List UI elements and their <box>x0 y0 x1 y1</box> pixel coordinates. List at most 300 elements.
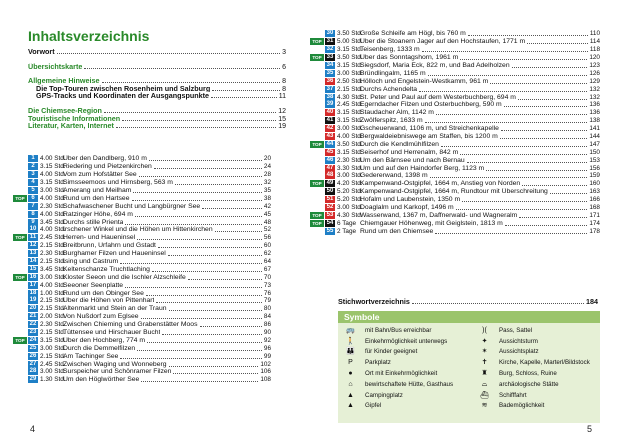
tour-duration: 2.15 Std. <box>40 352 66 360</box>
dot-leader <box>422 47 588 52</box>
tour-number-badge: 54 <box>326 219 334 226</box>
tour-duration: 2.45 Std. <box>337 101 363 109</box>
top-badge <box>310 125 324 132</box>
tour-name: Kampenwand-Ostgipfel, 1664 m, Rundtour mit Überschreitung <box>360 188 548 196</box>
tour-row[interactable] <box>13 194 271 202</box>
tour-row[interactable] <box>310 109 600 117</box>
tour-name: Bründlingalm, 1165 m <box>360 69 426 77</box>
tour-row[interactable] <box>310 156 600 164</box>
tour-duration: 5.20 Std. <box>337 188 363 196</box>
top-badge: TOP <box>310 180 324 187</box>
tour-row[interactable] <box>310 30 600 38</box>
tour-name: Teisenberg, 1333 m <box>360 46 420 54</box>
tour-row[interactable] <box>13 305 271 313</box>
dot-leader <box>468 31 588 36</box>
tour-name: Zwischen Waging und Wonneberg <box>63 360 167 368</box>
tour-row[interactable] <box>13 250 271 258</box>
tour-page: 114 <box>589 38 600 46</box>
tour-duration: 2.30 Std. <box>337 156 363 164</box>
symbol-column-right <box>478 325 590 411</box>
dot-leader <box>137 346 262 351</box>
tour-name: Amerang und Meilham <box>63 187 132 194</box>
tour-row[interactable] <box>13 265 271 273</box>
tour-row[interactable] <box>310 164 600 172</box>
dot-leader <box>104 107 276 113</box>
pass-icon: )( <box>482 326 487 334</box>
tour-row[interactable] <box>310 85 600 93</box>
dot-leader <box>135 212 262 217</box>
tour-duration: 2.30 Std. <box>40 250 66 258</box>
dot-leader <box>152 267 262 272</box>
tour-page: 64 <box>263 258 271 266</box>
dot-leader <box>512 63 588 68</box>
tour-page: 144 <box>589 133 600 141</box>
tour-duration: 3.00 Std. <box>40 344 66 352</box>
tour-page: 174 <box>589 219 600 227</box>
tour-duration: 4.00 Std. <box>337 133 363 141</box>
dot-leader <box>467 158 588 163</box>
symbol-label: Bademöglichkeit <box>499 402 545 410</box>
tour-page: 110 <box>589 30 600 38</box>
dot-leader <box>175 180 262 185</box>
symbol-row <box>478 379 590 390</box>
tour-number-badge: 21 <box>29 313 37 320</box>
tour-duration: 2.30 Std. <box>40 321 66 329</box>
toc-entry[interactable] <box>28 107 286 115</box>
dot-leader <box>120 354 261 359</box>
tour-duration: 2.30 Std. <box>40 202 66 210</box>
tour-page: 156 <box>589 164 600 172</box>
tour-number-badge: 37 <box>326 85 334 92</box>
dot-leader <box>188 275 262 280</box>
tour-name: Über das Sonntagshorn, 1961 m <box>360 54 459 62</box>
tour-row[interactable] <box>13 179 271 187</box>
tour-duration: 3.15 Std. <box>337 62 363 69</box>
tour-name: Hölloch und Engelstein-Westkamm, 961 m <box>360 77 489 85</box>
tour-number-badge: 31 <box>326 38 334 45</box>
dot-leader <box>504 102 588 107</box>
tour-number-badge: 4 <box>28 179 38 186</box>
tour-page: 42 <box>263 202 271 210</box>
tour-number-badge: 1 <box>28 155 38 162</box>
top-badge <box>13 242 27 249</box>
tour-row[interactable] <box>13 171 271 179</box>
viewpoint-point-icon: ✶ <box>481 348 488 356</box>
tour-name: Kloster Seeon und die Ischler Alzschleife <box>63 273 186 281</box>
tour-row[interactable] <box>310 46 600 54</box>
tour-row[interactable] <box>13 368 271 376</box>
tour-row[interactable] <box>310 125 600 133</box>
symbol-label: für Kinder geeignet <box>365 348 418 356</box>
tour-page: 163 <box>589 188 600 196</box>
toc-entry[interactable] <box>28 77 286 85</box>
top-badge <box>13 313 27 320</box>
dot-leader <box>120 259 262 264</box>
tour-name: Vom zum Hofstätter See <box>63 171 137 179</box>
tour-row[interactable] <box>13 218 271 226</box>
tour-name: Ratzinger Höhe, 694 m <box>63 210 133 218</box>
tour-duration: 2.00 Std. <box>40 313 66 321</box>
toc-entry[interactable] <box>28 122 286 130</box>
symbol-row <box>344 347 453 358</box>
tour-page: 62 <box>263 250 271 258</box>
top-badge <box>310 149 324 156</box>
tour-row[interactable] <box>13 352 271 360</box>
top-badge <box>13 266 27 273</box>
tour-row[interactable] <box>310 77 600 85</box>
toc-entry[interactable] <box>28 92 286 100</box>
archaeology-icon: ⌓ <box>481 380 488 388</box>
tour-duration: 4.20 Std. <box>337 180 363 188</box>
toc-label: Die Chiemsee-Region <box>28 106 102 115</box>
tour-name: Über den Hochberg, 774 m <box>63 336 145 344</box>
tour-row[interactable] <box>13 336 271 344</box>
tour-name: Um und auf den Haindorfer Berg, 1123 m <box>360 164 485 172</box>
symbol-label: Einkehrmöglichkeit unterwegs <box>365 337 448 345</box>
tour-number-badge: 27 <box>29 360 37 367</box>
symbol-label: Aussichtsturm <box>499 337 538 345</box>
symbol-row <box>344 401 453 412</box>
tour-page: 136 <box>589 109 600 117</box>
symbol-label: Parkplatz <box>365 359 391 367</box>
tour-page: 99 <box>263 352 271 360</box>
tour-duration: 3.50 Std. <box>337 140 363 148</box>
tour-row[interactable] <box>310 38 600 46</box>
tour-row[interactable] <box>13 234 271 242</box>
tour-row[interactable] <box>310 227 600 235</box>
tour-duration: 2.15 Std. <box>40 305 66 313</box>
top-badge: TOP <box>310 141 324 148</box>
tour-name: Ising und Castrum <box>63 258 119 266</box>
tour-name: Zwölferspitz, 1633 m <box>360 117 423 125</box>
tour-duration: 4.00 Std. <box>40 210 66 218</box>
dot-leader <box>116 122 276 128</box>
dot-leader <box>125 283 262 288</box>
tour-name: Um den Bärnsee und nach Bernau <box>360 156 465 164</box>
tour-duration: 5.00 Std. <box>337 38 363 46</box>
tour-row[interactable] <box>310 219 600 227</box>
tour-number-badge: 23 <box>29 329 37 336</box>
tour-number-badge: 55 <box>326 227 334 234</box>
dot-leader <box>57 48 280 54</box>
toc-entry[interactable] <box>28 48 286 56</box>
tour-row[interactable] <box>13 297 271 305</box>
tour-name: Gscheuerwand, 1106 m, und Streichenkapelle <box>360 125 499 133</box>
toc-entry[interactable] <box>28 115 286 123</box>
tour-name: Von Nußdorf zum Eglsee <box>63 313 139 321</box>
symbol-row <box>344 368 453 379</box>
top-badge <box>13 368 27 375</box>
tour-duration: 3.45 Std. <box>40 218 66 226</box>
tour-number-badge: 18 <box>29 289 37 296</box>
dot-leader <box>486 166 587 171</box>
dot-leader <box>158 243 262 248</box>
tour-name: Herren- und Haueninsel <box>63 234 136 242</box>
tour-number-badge: 49 <box>326 180 334 187</box>
tour-row[interactable] <box>13 210 271 218</box>
dot-leader <box>139 172 262 177</box>
toc-page: 11 <box>278 93 286 101</box>
tour-row[interactable] <box>310 140 600 148</box>
tour-name: Hofalm und Laubenstein, 1350 m <box>360 196 461 204</box>
symbol-row <box>344 325 453 336</box>
tour-row[interactable] <box>13 187 271 195</box>
tour-duration: 1.00 Std. <box>40 289 66 297</box>
tour-row[interactable] <box>13 281 271 289</box>
top-badge <box>13 226 27 233</box>
top-badge: TOP <box>13 195 27 202</box>
tour-number-badge: 45 <box>326 148 334 155</box>
top-badge <box>13 250 27 257</box>
dot-leader <box>200 322 262 327</box>
toc-page: 6 <box>282 63 286 71</box>
tour-duration: 3.50 Std. <box>337 30 363 38</box>
dot-leader <box>419 87 587 92</box>
dot-leader <box>436 110 587 115</box>
tour-page: 166 <box>589 196 600 204</box>
tour-number-badge: 22 <box>29 321 37 328</box>
top-badge <box>310 228 324 235</box>
tour-row[interactable] <box>310 196 600 204</box>
top-badge <box>13 203 27 210</box>
top-badge <box>310 117 324 124</box>
tour-number-badge: 20 <box>29 305 37 312</box>
tour-row[interactable] <box>310 93 600 101</box>
symbol-legend-heading: Symbole <box>338 311 600 323</box>
top-badge <box>13 219 27 226</box>
right-page <box>310 0 620 442</box>
toc-entry[interactable] <box>28 85 286 93</box>
tour-number-badge: 26 <box>29 352 37 359</box>
tour-duration: 6 Tage <box>337 219 357 227</box>
dot-leader <box>522 181 587 186</box>
tour-row[interactable] <box>310 172 600 180</box>
toc-label: Literatur, Karten, Internet <box>28 122 114 130</box>
tour-page: 102 <box>260 360 271 368</box>
tour-name: Schafwaschener Bucht und Langbürgner See <box>63 202 201 210</box>
tour-name: Rund um den Obinger See <box>63 289 144 297</box>
top-badge <box>310 70 324 77</box>
toc-page: 19 <box>278 123 286 131</box>
tour-number-badge: 50 <box>326 188 334 195</box>
tour-row[interactable] <box>13 226 271 234</box>
top-badge <box>310 172 324 179</box>
top-badge <box>13 321 27 328</box>
tour-name: Am Tachinger See <box>63 352 119 360</box>
index-entry[interactable] <box>338 297 598 306</box>
dot-leader <box>490 79 587 84</box>
tour-name: Wasserwand, 1367 m, Daffnerwald- und Wagneralm <box>360 211 518 219</box>
tour-name: Riedering und Pietzenkirchen <box>63 163 152 171</box>
tour-row[interactable] <box>13 289 271 297</box>
tour-duration: 3.00 Std. <box>40 368 66 376</box>
castle-icon: ♜ <box>481 370 488 378</box>
toc-label: Touristische Informationen <box>28 114 121 123</box>
symbol-label: Schifffahrt <box>499 391 527 399</box>
tour-duration: 4.30 Std. <box>337 211 363 219</box>
symbol-label: Campingplatz <box>365 391 403 399</box>
top-badge: TOP <box>13 274 27 281</box>
tour-name: Chiemgauer Höhenweg, mit Geiglstein, 1813 m <box>360 219 503 227</box>
tour-name: Rund um den Chiemsee <box>360 227 434 235</box>
tour-number-badge: 42 <box>326 125 334 132</box>
top-badge <box>13 258 27 265</box>
top-badge <box>13 345 27 352</box>
tour-duration: 3.15 Std. <box>337 46 363 54</box>
top-badge <box>310 62 324 69</box>
tour-name: Seeoner Seenplatte <box>63 281 124 289</box>
tour-page: 108 <box>260 376 271 384</box>
tour-name: Durchs stille Prienta <box>63 218 124 226</box>
symbol-label: Ort mit Einkehrmöglichkeit <box>365 370 438 378</box>
dot-leader <box>527 39 588 44</box>
tour-number-badge: 29 <box>29 376 37 383</box>
dot-leader <box>137 235 262 240</box>
tour-duration: 2.45 Std. <box>40 360 66 368</box>
symbol-label: Pass, Sattel <box>499 326 533 334</box>
tour-row[interactable] <box>13 202 271 210</box>
tour-duration: 4.00 Std. <box>40 194 66 202</box>
tour-duration: 3.45 Std. <box>40 265 66 273</box>
tour-name: Irschener Winkel und die Höhen um Hittenkirchen <box>63 226 213 234</box>
tour-row[interactable] <box>13 155 271 163</box>
top-badge <box>13 329 27 336</box>
tour-list-right <box>310 30 600 235</box>
tour-number-badge: 6 <box>28 195 38 202</box>
tour-name: Rund um den Hartsee <box>63 194 130 202</box>
tour-page: 138 <box>589 117 600 125</box>
symbol-column-left <box>344 325 453 411</box>
top-badge <box>310 165 324 172</box>
tour-number-badge: 48 <box>326 172 334 179</box>
dot-leader <box>425 118 588 123</box>
dot-leader <box>435 229 587 234</box>
dot-leader <box>428 71 588 76</box>
tour-page: 178 <box>589 227 600 235</box>
top-badge <box>13 376 27 383</box>
top-badge <box>310 78 324 85</box>
tour-duration: 3.15 Std. <box>40 163 66 171</box>
tour-row[interactable] <box>310 211 600 219</box>
dot-leader <box>146 291 262 296</box>
dot-leader <box>441 142 587 147</box>
tour-number-badge: 2 <box>28 163 38 170</box>
tour-name: Zwischen Chieming und Grabenstätter Moos <box>63 321 198 329</box>
tour-row[interactable] <box>310 62 600 70</box>
top-badge <box>310 86 324 93</box>
tour-number-badge: 5 <box>28 187 38 194</box>
symbol-label: Gipfel <box>365 402 382 410</box>
tour-page: 73 <box>263 281 271 289</box>
tour-name: Surspeicher und Schönramer Filzen <box>63 368 172 376</box>
tour-row[interactable] <box>13 313 271 321</box>
tour-number-badge: 25 <box>29 344 37 351</box>
tour-duration: 4.00 Std. <box>40 171 66 179</box>
tour-duration: 2 Tage <box>337 227 357 235</box>
symbol-row <box>344 379 453 390</box>
tour-row[interactable] <box>13 273 271 281</box>
top-badge <box>13 305 27 312</box>
tour-number-badge: 35 <box>326 69 334 76</box>
top-badge <box>13 282 27 289</box>
tour-row[interactable] <box>13 258 271 266</box>
tour-number-badge: 34 <box>326 62 334 68</box>
campsite-icon: ▲ <box>347 391 354 399</box>
tour-row[interactable] <box>310 54 600 62</box>
tour-row[interactable] <box>13 329 271 337</box>
tour-row[interactable] <box>310 148 600 156</box>
tour-row[interactable] <box>310 69 600 77</box>
top-badge <box>310 196 324 203</box>
tour-number-badge: 53 <box>326 211 334 218</box>
tour-name: Breitbrunn, Urfahrn und Gstadt <box>63 242 156 250</box>
tour-page: 160 <box>589 180 600 188</box>
tour-page: 38 <box>263 194 271 202</box>
tour-row[interactable] <box>310 101 600 109</box>
tour-row[interactable] <box>13 376 271 384</box>
tour-number-badge: 38 <box>326 93 334 100</box>
dot-leader <box>156 298 261 303</box>
symbol-row <box>478 357 590 368</box>
tour-page: 56 <box>263 234 271 242</box>
top-badge <box>310 188 324 195</box>
tour-row[interactable] <box>310 117 600 125</box>
dot-leader <box>149 156 262 161</box>
dot-leader <box>460 55 587 60</box>
toc-page: 12 <box>278 107 286 115</box>
tour-duration: 4.30 Std. <box>337 93 363 101</box>
tour-row[interactable] <box>310 204 600 212</box>
tour-duration: 3.30 Std. <box>337 164 363 172</box>
tour-name: Doaglalm und Karkopf, 1496 m <box>360 204 454 212</box>
tour-row[interactable] <box>310 188 600 196</box>
symbol-label: bewirtschaftete Hütte, Gasthaus <box>365 380 454 388</box>
tour-page: 35 <box>263 187 271 194</box>
top-badge <box>13 179 27 186</box>
tour-page: 76 <box>263 289 271 297</box>
dot-leader <box>122 115 276 121</box>
tour-page: 171 <box>589 211 600 219</box>
tour-row[interactable] <box>310 180 600 188</box>
tour-row[interactable] <box>13 321 271 329</box>
toc-page: 15 <box>278 115 286 123</box>
dot-leader <box>168 251 262 256</box>
tour-duration: 3.00 Std. <box>40 187 66 194</box>
toc-entry[interactable] <box>28 63 286 71</box>
tour-row[interactable] <box>13 242 271 250</box>
tour-number-badge: 24 <box>29 336 37 343</box>
tour-duration: 2.15 Std. <box>337 85 363 93</box>
tour-number-badge: 14 <box>29 258 37 265</box>
toc-page: 8 <box>282 78 286 86</box>
dot-leader <box>147 338 262 343</box>
tour-name: Siegsdorf, Maria Eck, 822 m, und Bad Adelholzen <box>360 62 510 69</box>
dot-leader <box>202 204 262 209</box>
tour-row[interactable] <box>13 163 271 171</box>
tour-number-badge: 10 <box>29 226 37 233</box>
tour-row[interactable] <box>13 344 271 352</box>
top-badge <box>13 211 27 218</box>
dot-leader <box>456 205 588 210</box>
viewpoint-icon: ✦ <box>481 337 488 345</box>
tour-duration: 3.15 Std. <box>337 109 363 117</box>
tour-page: 20 <box>263 155 271 163</box>
tour-name: Über die Stoanern Jager auf den Hochstaufen, 1771 m <box>360 38 526 46</box>
top-badge <box>310 94 324 101</box>
tour-row[interactable] <box>310 133 600 141</box>
tour-page: 48 <box>263 218 271 226</box>
tour-row[interactable] <box>13 360 271 368</box>
